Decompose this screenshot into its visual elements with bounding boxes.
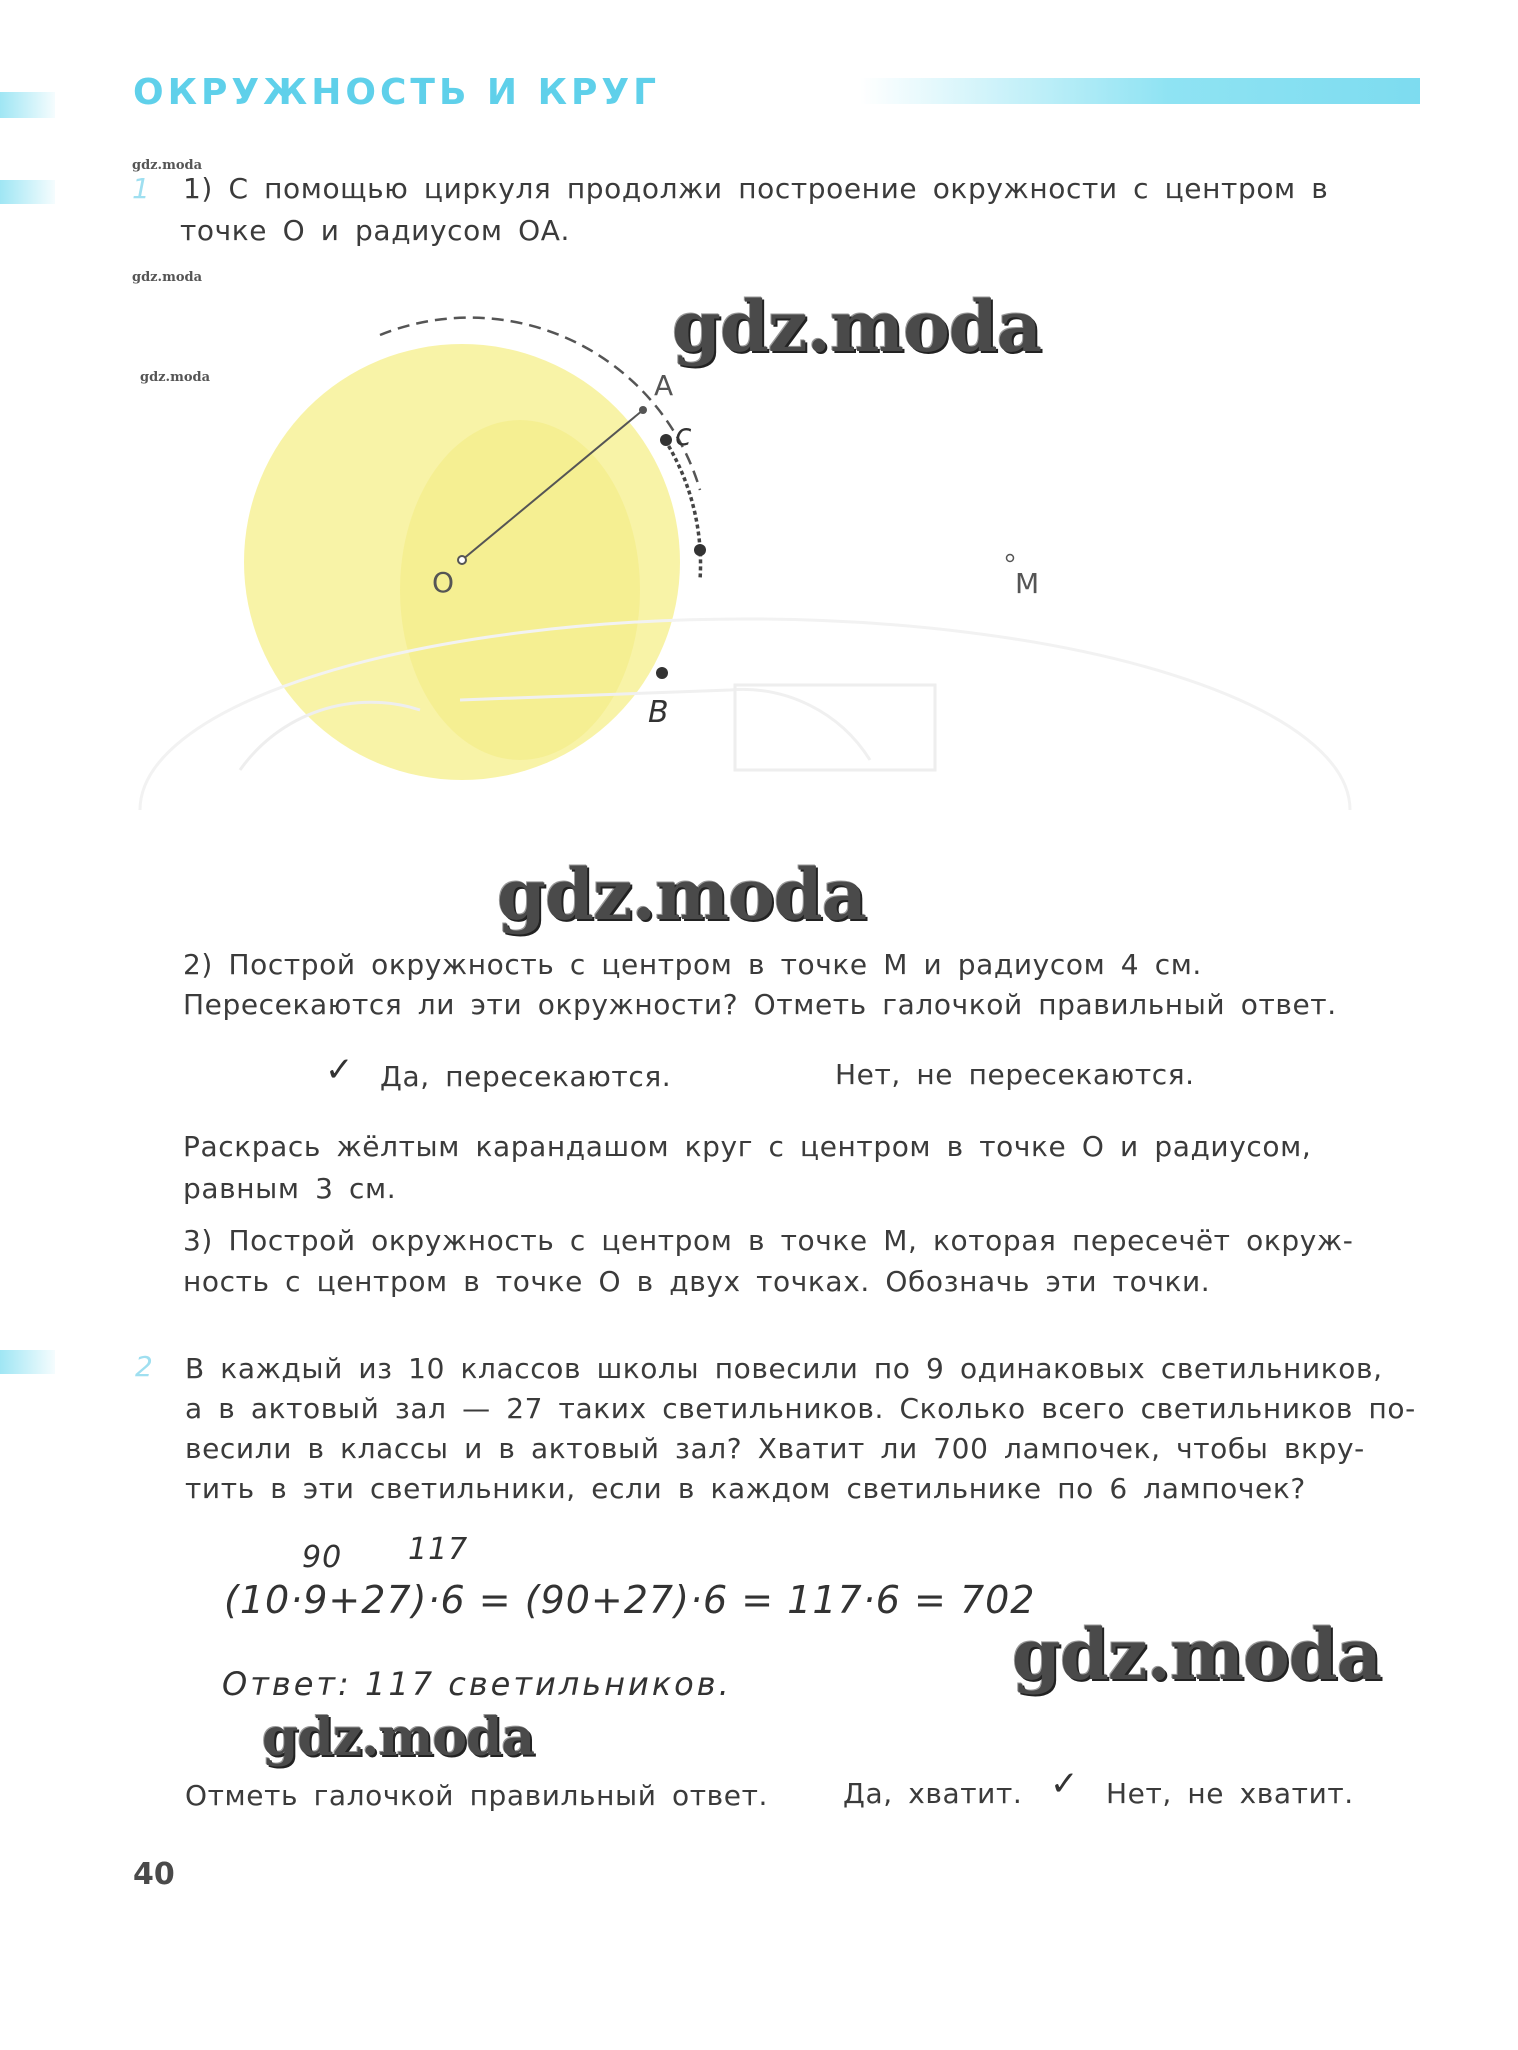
label-C: c [675,418,692,453]
task2-line2: а в актовый зал — 27 таких светильников. Сколько всего светильников по- [185,1392,1416,1425]
color-instruction-line2: равным 3 см. [183,1172,397,1205]
hand-note-117: 117 [408,1532,469,1567]
circle-figure [0,290,1518,850]
option-no-enough: Нет, не хватит. [1106,1777,1354,1810]
edge-tab-top [0,92,55,118]
point-B [656,667,668,679]
option-yes-intersect: Да, пересекаются. [380,1060,672,1093]
check-mark: ✓ [1050,1764,1079,1804]
option-no-intersect: Нет, не пересекаются. [835,1058,1195,1091]
small-watermark: gdz.moda [132,270,203,285]
point-on-arc [694,544,706,556]
hand-answer: Ответ: 117 светильников. [222,1665,732,1703]
task2-line1: В каждый из 10 классов школы повесили по 9 одинаковых светильников, [185,1352,1383,1385]
task1-part3-line1: 3) Построй окружность с центром в точке М, которая пересечёт окруж- [183,1224,1354,1257]
label-B: B [648,695,669,730]
big-watermark: gdz.moda [1012,1613,1382,1696]
check-mark: ✓ [325,1050,354,1090]
edge-tab-task2 [0,1350,55,1374]
label-O: O [432,566,455,599]
point-A [639,406,647,414]
option-yes-enough: Да, хватит. [843,1777,1023,1810]
task1-part1-line2: точке О и радиусом ОА. [180,214,570,247]
big-watermark: gdz.moda [497,853,867,936]
task2-line4: тить в эти светильники, если в каждом светильнике по 6 лампочек? [185,1472,1306,1505]
big-watermark: gdz.moda [672,285,1042,368]
faint-rect [735,685,935,770]
mark-prompt: Отметь галочкой правильный ответ. [185,1779,769,1812]
hand-equation: (10·9+27)·6 = (90+27)·6 = 117·6 = 702 [224,1578,1036,1622]
big-watermark: gdz.moda [262,1707,535,1768]
hand-note-90: 90 [302,1540,343,1575]
task1-part1-line1: 1) С помощью циркуля продолжи построение окружности с центром в [183,172,1329,205]
color-instruction-line1: Раскрась жёлтым карандашом круг с центром в точке О и радиусом, [183,1130,1312,1163]
point-M [1007,555,1014,562]
task-number: 1 [132,172,150,205]
task1-part2-line2: Пересекаются ли эти окружности? Отметь галочкой правильный ответ. [183,988,1337,1021]
point-O [458,556,466,564]
page-number: 40 [133,1857,175,1892]
task1-part2-line1: 2) Построй окружность с центром в точке М и радиусом 4 см. [183,948,1202,981]
small-watermark: gdz.moda [132,158,203,173]
label-M: M [1015,567,1040,600]
label-A: A [654,369,674,402]
point-C [660,434,672,446]
page-title: ОКРУЖНОСТЬ И КРУГ [133,72,661,113]
task2-line3: весили в классы и в актовый зал? Хватит ли 700 лампочек, чтобы вкру- [185,1432,1365,1465]
task-number: 2 [135,1350,153,1383]
task1-part3-line2: ность с центром в точке О в двух точках. Обозначь эти точки. [183,1265,1211,1298]
edge-tab-task1 [0,180,55,204]
title-bar [860,78,1420,104]
small-watermark: gdz.moda [140,370,211,385]
